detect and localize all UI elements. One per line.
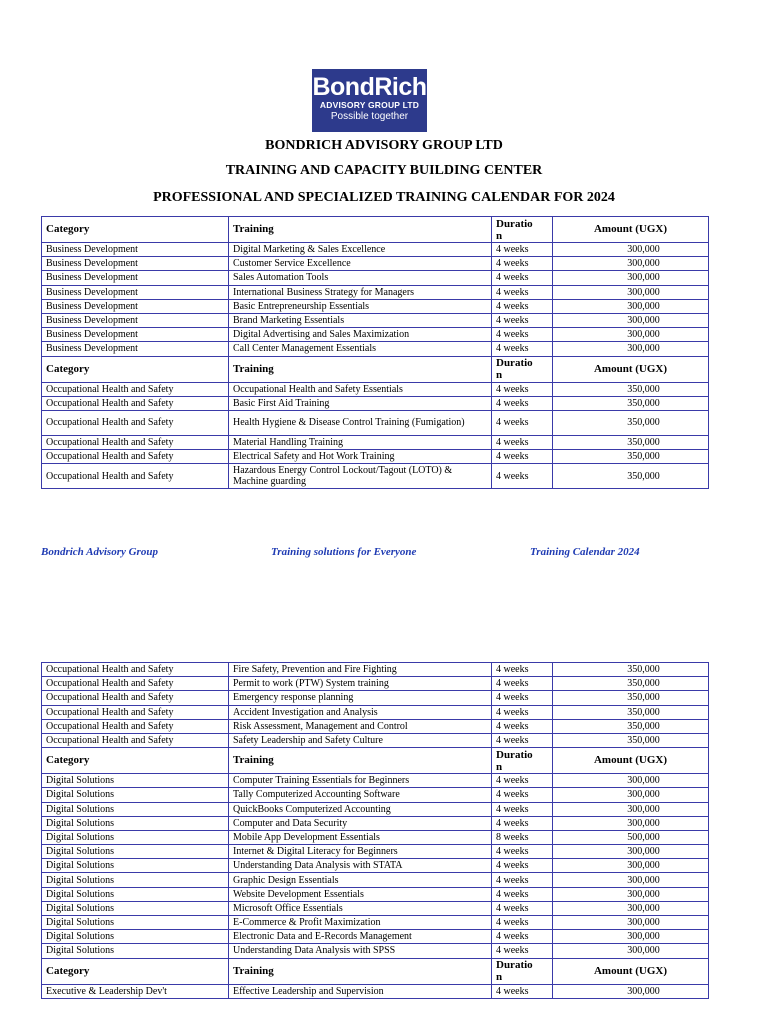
cell-duration: 4 weeks (492, 705, 553, 719)
cell-training: Effective Leadership and Supervision (229, 984, 492, 998)
cell-training: Call Center Management Essentials (229, 342, 492, 356)
calendar-title-heading: PROFESSIONAL AND SPECIALIZED TRAINING CALENDAR FOR 2024 (153, 190, 615, 205)
table-row (42, 464, 709, 489)
header-duration: Duratio n (492, 958, 553, 984)
cell-duration: 4 weeks (492, 271, 553, 285)
header-training: Training (229, 217, 492, 243)
cell-amount: 300,000 (553, 859, 709, 873)
cell-category: Occupational Health and Safety (42, 691, 229, 705)
header-training: Training (229, 958, 492, 984)
table-row (42, 802, 709, 816)
table-row (42, 916, 709, 930)
table-row (42, 342, 709, 356)
table-row (42, 243, 709, 257)
header-duration: Duratio n (492, 356, 553, 382)
cell-duration: 4 weeks (492, 816, 553, 830)
cell-duration: 4 weeks (492, 257, 553, 271)
table-row (42, 313, 709, 327)
cell-duration: 4 weeks (492, 887, 553, 901)
table-row (42, 285, 709, 299)
cell-duration: 4 weeks (492, 901, 553, 915)
table-row (42, 733, 709, 747)
cell-category: Occupational Health and Safety (42, 677, 229, 691)
cell-category: Executive & Leadership Dev't (42, 984, 229, 998)
cell-training: Digital Marketing & Sales Excellence (229, 243, 492, 257)
cell-training: Electronic Data and E-Records Management (229, 930, 492, 944)
cell-training: Computer Training Essentials for Beginners (229, 774, 492, 788)
cell-duration: 4 weeks (492, 859, 553, 873)
cell-category: Digital Solutions (42, 830, 229, 844)
table-header-row (42, 748, 709, 774)
table-row (42, 859, 709, 873)
cell-amount: 350,000 (553, 450, 709, 464)
cell-duration: 4 weeks (492, 435, 553, 449)
table-row (42, 435, 709, 449)
cell-training: Emergency response planning (229, 691, 492, 705)
cell-amount: 300,000 (553, 916, 709, 930)
cell-duration: 4 weeks (492, 873, 553, 887)
cell-training: Internet & Digital Literacy for Beginners (229, 845, 492, 859)
cell-duration: 4 weeks (492, 313, 553, 327)
cell-training: Website Development Essentials (229, 887, 492, 901)
table-row (42, 984, 709, 998)
cell-training: Understanding Data Analysis with STATA (229, 859, 492, 873)
cell-duration: 4 weeks (492, 930, 553, 944)
cell-category: Business Development (42, 257, 229, 271)
cell-duration: 4 weeks (492, 342, 553, 356)
cell-amount: 300,000 (553, 342, 709, 356)
cell-category: Digital Solutions (42, 887, 229, 901)
cell-training: Sales Automation Tools (229, 271, 492, 285)
table-header-row (42, 958, 709, 984)
cell-duration: 4 weeks (492, 802, 553, 816)
cell-duration: 4 weeks (492, 719, 553, 733)
cell-amount: 350,000 (553, 435, 709, 449)
cell-training: Microsoft Office Essentials (229, 901, 492, 915)
cell-category: Digital Solutions (42, 802, 229, 816)
cell-amount: 300,000 (553, 271, 709, 285)
cell-training: Risk Assessment, Management and Control (229, 719, 492, 733)
cell-category: Business Development (42, 285, 229, 299)
table-header-row (42, 356, 709, 382)
footer-slogan: Training solutions for Everyone (271, 546, 417, 558)
cell-category: Business Development (42, 328, 229, 342)
header-category: Category (42, 748, 229, 774)
table-row (42, 691, 709, 705)
table-row (42, 677, 709, 691)
logo-name: BondRich (312, 73, 427, 101)
cell-amount: 300,000 (553, 243, 709, 257)
cell-amount: 300,000 (553, 887, 709, 901)
cell-amount: 350,000 (553, 382, 709, 396)
cell-category: Digital Solutions (42, 930, 229, 944)
cell-amount: 350,000 (553, 410, 709, 435)
cell-amount: 300,000 (553, 873, 709, 887)
table-row (42, 271, 709, 285)
cell-duration: 4 weeks (492, 845, 553, 859)
cell-duration: 4 weeks (492, 243, 553, 257)
company-name-heading: BONDRICH ADVISORY GROUP LTD (265, 138, 503, 153)
table-row (42, 257, 709, 271)
table-row (42, 774, 709, 788)
cell-amount: 350,000 (553, 733, 709, 747)
cell-category: Digital Solutions (42, 845, 229, 859)
footer-calendar: Training Calendar 2024 (530, 546, 640, 558)
logo-tagline: Possible together (330, 111, 409, 122)
cell-training: Accident Investigation and Analysis (229, 705, 492, 719)
cell-amount: 300,000 (553, 845, 709, 859)
cell-training: Safety Leadership and Safety Culture (229, 733, 492, 747)
cell-category: Occupational Health and Safety (42, 396, 229, 410)
header-duration: Duratio n (492, 217, 553, 243)
header-category: Category (42, 958, 229, 984)
cell-amount: 300,000 (553, 901, 709, 915)
cell-training: Brand Marketing Essentials (229, 313, 492, 327)
cell-duration: 4 weeks (492, 788, 553, 802)
table-row (42, 845, 709, 859)
cell-amount: 350,000 (553, 396, 709, 410)
cell-category: Business Development (42, 313, 229, 327)
table-row (42, 396, 709, 410)
cell-category: Digital Solutions (42, 944, 229, 958)
cell-amount: 350,000 (553, 719, 709, 733)
table-row (42, 663, 709, 677)
cell-training: Occupational Health and Safety Essentials (229, 382, 492, 396)
cell-duration: 4 weeks (492, 382, 553, 396)
training-table-2 (41, 662, 709, 999)
cell-category: Occupational Health and Safety (42, 663, 229, 677)
table-row (42, 299, 709, 313)
table-row (42, 410, 709, 435)
cell-amount: 300,000 (553, 257, 709, 271)
cell-amount: 300,000 (553, 944, 709, 958)
cell-training: E-Commerce & Profit Maximization (229, 916, 492, 930)
cell-duration: 4 weeks (492, 691, 553, 705)
cell-amount: 300,000 (553, 328, 709, 342)
header-amount: Amount (UGX) (553, 748, 709, 774)
cell-training: Fire Safety, Prevention and Fire Fighting (229, 663, 492, 677)
cell-training: Hazardous Energy Control Lockout/Tagout (LOTO) & Machine guarding (229, 464, 492, 489)
cell-category: Digital Solutions (42, 788, 229, 802)
cell-category: Business Development (42, 342, 229, 356)
cell-training: Tally Computerized Accounting Software (229, 788, 492, 802)
table-row (42, 930, 709, 944)
header-training: Training (229, 356, 492, 382)
table-row (42, 901, 709, 915)
cell-training: Material Handling Training (229, 435, 492, 449)
table-row (42, 873, 709, 887)
table-row (42, 382, 709, 396)
cell-duration: 4 weeks (492, 328, 553, 342)
cell-amount: 300,000 (553, 984, 709, 998)
cell-category: Digital Solutions (42, 901, 229, 915)
cell-amount: 500,000 (553, 830, 709, 844)
cell-amount: 350,000 (553, 705, 709, 719)
company-logo (312, 69, 427, 132)
cell-amount: 300,000 (553, 930, 709, 944)
table-row (42, 705, 709, 719)
cell-training: Digital Advertising and Sales Maximization (229, 328, 492, 342)
table-header-row (42, 217, 709, 243)
cell-duration: 4 weeks (492, 450, 553, 464)
cell-category: Occupational Health and Safety (42, 435, 229, 449)
cell-duration: 4 weeks (492, 677, 553, 691)
table-row (42, 887, 709, 901)
header-duration: Duratio n (492, 748, 553, 774)
header-amount: Amount (UGX) (553, 958, 709, 984)
cell-amount: 350,000 (553, 663, 709, 677)
center-name-heading: TRAINING AND CAPACITY BUILDING CENTER (225, 163, 543, 178)
cell-category: Occupational Health and Safety (42, 450, 229, 464)
cell-duration: 4 weeks (492, 410, 553, 435)
logo-subtitle: ADVISORY GROUP LTD (319, 100, 420, 110)
cell-amount: 300,000 (553, 774, 709, 788)
cell-duration: 8 weeks (492, 830, 553, 844)
cell-duration: 4 weeks (492, 396, 553, 410)
cell-category: Occupational Health and Safety (42, 382, 229, 396)
cell-category: Occupational Health and Safety (42, 719, 229, 733)
header-category: Category (42, 356, 229, 382)
cell-category: Business Development (42, 271, 229, 285)
cell-amount: 300,000 (553, 299, 709, 313)
table-row (42, 944, 709, 958)
cell-training: Basic Entrepreneurship Essentials (229, 299, 492, 313)
cell-amount: 350,000 (553, 691, 709, 705)
cell-training: Graphic Design Essentials (229, 873, 492, 887)
cell-training: Mobile App Development Essentials (229, 830, 492, 844)
cell-category: Digital Solutions (42, 916, 229, 930)
cell-amount: 300,000 (553, 313, 709, 327)
footer-company: Bondrich Advisory Group (41, 546, 158, 558)
cell-training: Electrical Safety and Hot Work Training (229, 450, 492, 464)
header-category: Category (42, 217, 229, 243)
cell-training: International Business Strategy for Managers (229, 285, 492, 299)
cell-amount: 350,000 (553, 677, 709, 691)
cell-training: Customer Service Excellence (229, 257, 492, 271)
header-amount: Amount (UGX) (553, 356, 709, 382)
cell-training: Permit to work (PTW) System training (229, 677, 492, 691)
cell-amount: 300,000 (553, 802, 709, 816)
cell-category: Occupational Health and Safety (42, 410, 229, 435)
table-row (42, 816, 709, 830)
training-table-1 (41, 216, 709, 489)
cell-category: Business Development (42, 299, 229, 313)
cell-amount: 300,000 (553, 285, 709, 299)
cell-training: Basic First Aid Training (229, 396, 492, 410)
header-amount: Amount (UGX) (553, 217, 709, 243)
table-row (42, 719, 709, 733)
cell-category: Business Development (42, 243, 229, 257)
cell-duration: 4 weeks (492, 299, 553, 313)
table-row (42, 830, 709, 844)
cell-training: QuickBooks Computerized Accounting (229, 802, 492, 816)
cell-duration: 4 weeks (492, 916, 553, 930)
table-row (42, 450, 709, 464)
cell-training: Health Hygiene & Disease Control Training (Fumigation) (229, 410, 492, 435)
cell-amount: 350,000 (553, 464, 709, 489)
cell-duration: 4 weeks (492, 663, 553, 677)
header-training: Training (229, 748, 492, 774)
cell-duration: 4 weeks (492, 774, 553, 788)
cell-amount: 300,000 (553, 816, 709, 830)
cell-category: Occupational Health and Safety (42, 733, 229, 747)
cell-duration: 4 weeks (492, 733, 553, 747)
cell-training: Understanding Data Analysis with SPSS (229, 944, 492, 958)
cell-category: Digital Solutions (42, 774, 229, 788)
cell-duration: 4 weeks (492, 464, 553, 489)
cell-category: Digital Solutions (42, 873, 229, 887)
cell-training: Computer and Data Security (229, 816, 492, 830)
cell-category: Occupational Health and Safety (42, 705, 229, 719)
cell-amount: 300,000 (553, 788, 709, 802)
cell-duration: 4 weeks (492, 285, 553, 299)
table-row (42, 328, 709, 342)
cell-duration: 4 weeks (492, 984, 553, 998)
cell-category: Digital Solutions (42, 816, 229, 830)
cell-category: Occupational Health and Safety (42, 464, 229, 489)
cell-duration: 4 weeks (492, 944, 553, 958)
cell-category: Digital Solutions (42, 859, 229, 873)
table-row (42, 788, 709, 802)
